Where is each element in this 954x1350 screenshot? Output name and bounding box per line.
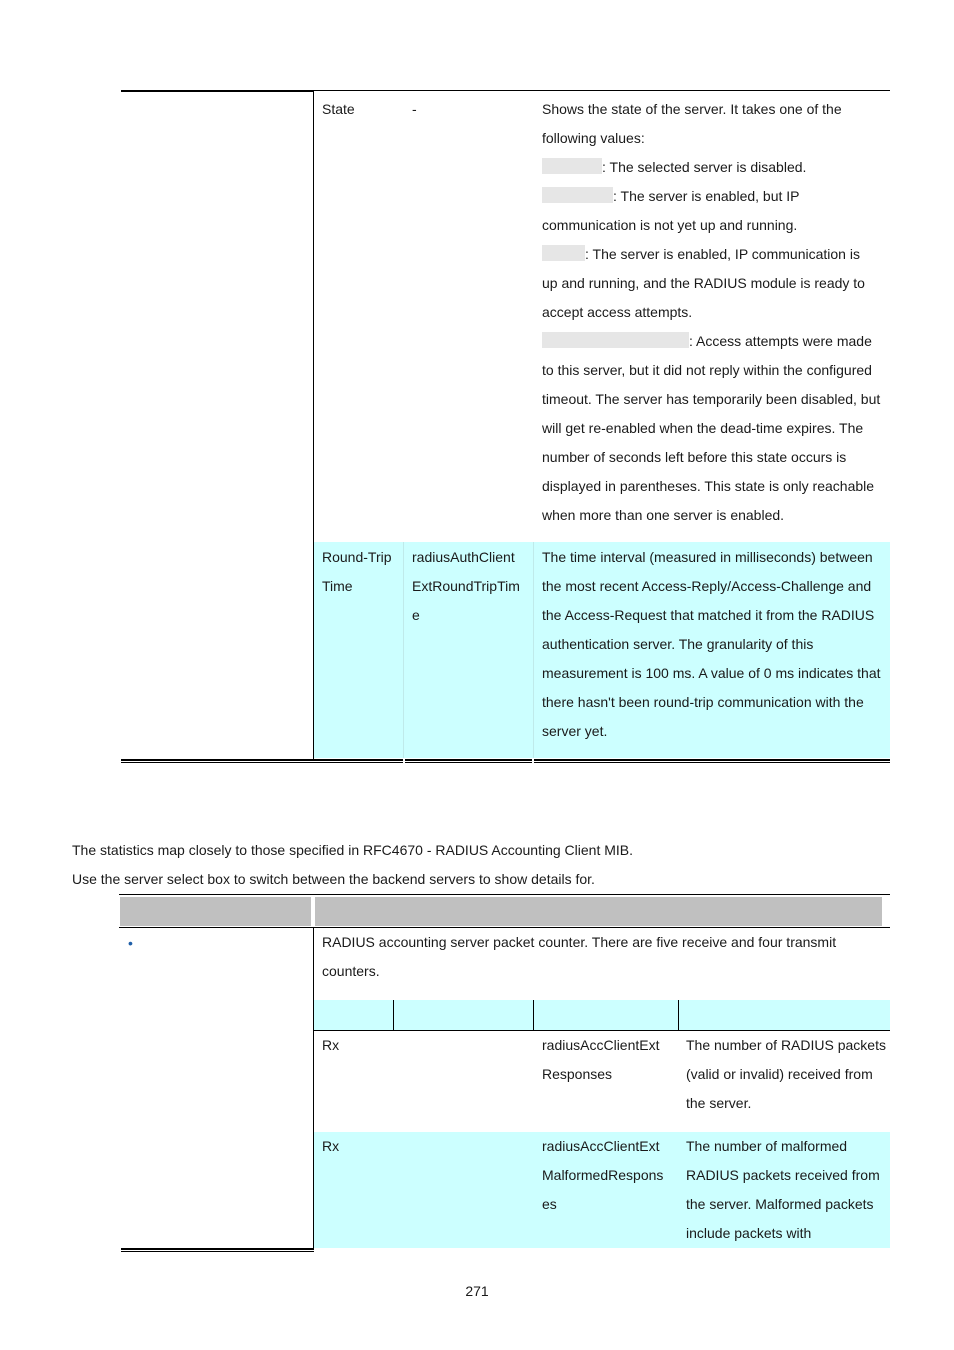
subtable-header bbox=[314, 1000, 890, 1030]
table-rule bbox=[121, 90, 314, 92]
table-rule bbox=[121, 762, 890, 763]
state-value-not-ready-cont: communication is not yet up and running. bbox=[542, 217, 798, 233]
param-description: The time interval (measured in milliseconds) between the most recent Access-Reply/Access-Challenge and the Access-Request that matched it from the RADIUS authentication server. The granularity of this measurement is 100 ms. A value of 0 ms indicates that there hasn't been round-trip communication with the server yet. bbox=[542, 549, 881, 739]
param-name: Round-Trip Time bbox=[322, 549, 392, 594]
description-intro: Shows the state of the server. It takes one of the following values: bbox=[542, 101, 842, 146]
mib-name: radiusAccClientExt MalformedRespons es bbox=[542, 1138, 664, 1212]
direction: Rx bbox=[322, 1037, 340, 1053]
highlight-term bbox=[542, 158, 602, 174]
header-cell bbox=[120, 897, 311, 926]
param-description bbox=[542, 95, 886, 530]
column-divider bbox=[533, 1000, 534, 1030]
bullet-icon: • bbox=[128, 935, 133, 951]
state-value-not-ready: : The server is enabled, but IP bbox=[542, 182, 886, 211]
param-name: State bbox=[322, 101, 355, 117]
state-value-ready: : The server is enabled, IP communication is bbox=[542, 240, 886, 269]
state-value-ready-cont: up and running, and the RADIUS module is ready to accept access attempts. bbox=[542, 275, 865, 320]
table-rule bbox=[119, 894, 890, 895]
state-value-disabled: : The selected server is disabled. bbox=[542, 153, 886, 182]
table-rule bbox=[121, 759, 890, 761]
column-divider bbox=[533, 542, 534, 758]
direction: Rx bbox=[322, 1138, 340, 1154]
intro-line: Use the server select box to switch between the backend servers to show details for. bbox=[72, 871, 595, 887]
table-rule bbox=[314, 90, 890, 91]
state-value-dead: : Access attempts were made bbox=[542, 327, 886, 356]
highlight-term bbox=[542, 332, 689, 348]
table-rule bbox=[121, 1248, 314, 1250]
mib-name: radiusAccClientExt Responses bbox=[542, 1037, 660, 1082]
state-value-dead-cont: to this server, but it did not reply within the configured timeout. The server has temporarily been disabled, but will get re-enabled when the dead-time expires. The number of seconds left before this state occurs is displayed in parentheses. This state is only reachable when more than one server is enabled. bbox=[542, 362, 881, 523]
mib-name: - bbox=[412, 101, 417, 117]
highlight-term bbox=[542, 245, 585, 261]
counter-description: RADIUS accounting server packet counter. There are five receive and four transmit counters. bbox=[322, 934, 837, 979]
highlight-term bbox=[542, 187, 613, 203]
header-cell bbox=[315, 897, 882, 926]
mib-name: radiusAuthClient ExtRoundTripTim e bbox=[412, 549, 520, 623]
column-divider bbox=[678, 1000, 679, 1030]
counter-description: The number of malformed RADIUS packets received from the server. Malformed packets include packets with bbox=[686, 1138, 880, 1241]
counter-description: The number of RADIUS packets (valid or invalid) received from the server. bbox=[686, 1037, 886, 1111]
table-rule bbox=[121, 1251, 314, 1252]
column-divider bbox=[403, 542, 404, 758]
intro-paragraph bbox=[72, 836, 633, 894]
intro-line: The statistics map closely to those specified in RFC4670 - RADIUS Accounting Client MIB. bbox=[72, 842, 634, 858]
page-number: 271 bbox=[465, 1283, 489, 1299]
column-divider bbox=[393, 1000, 394, 1030]
